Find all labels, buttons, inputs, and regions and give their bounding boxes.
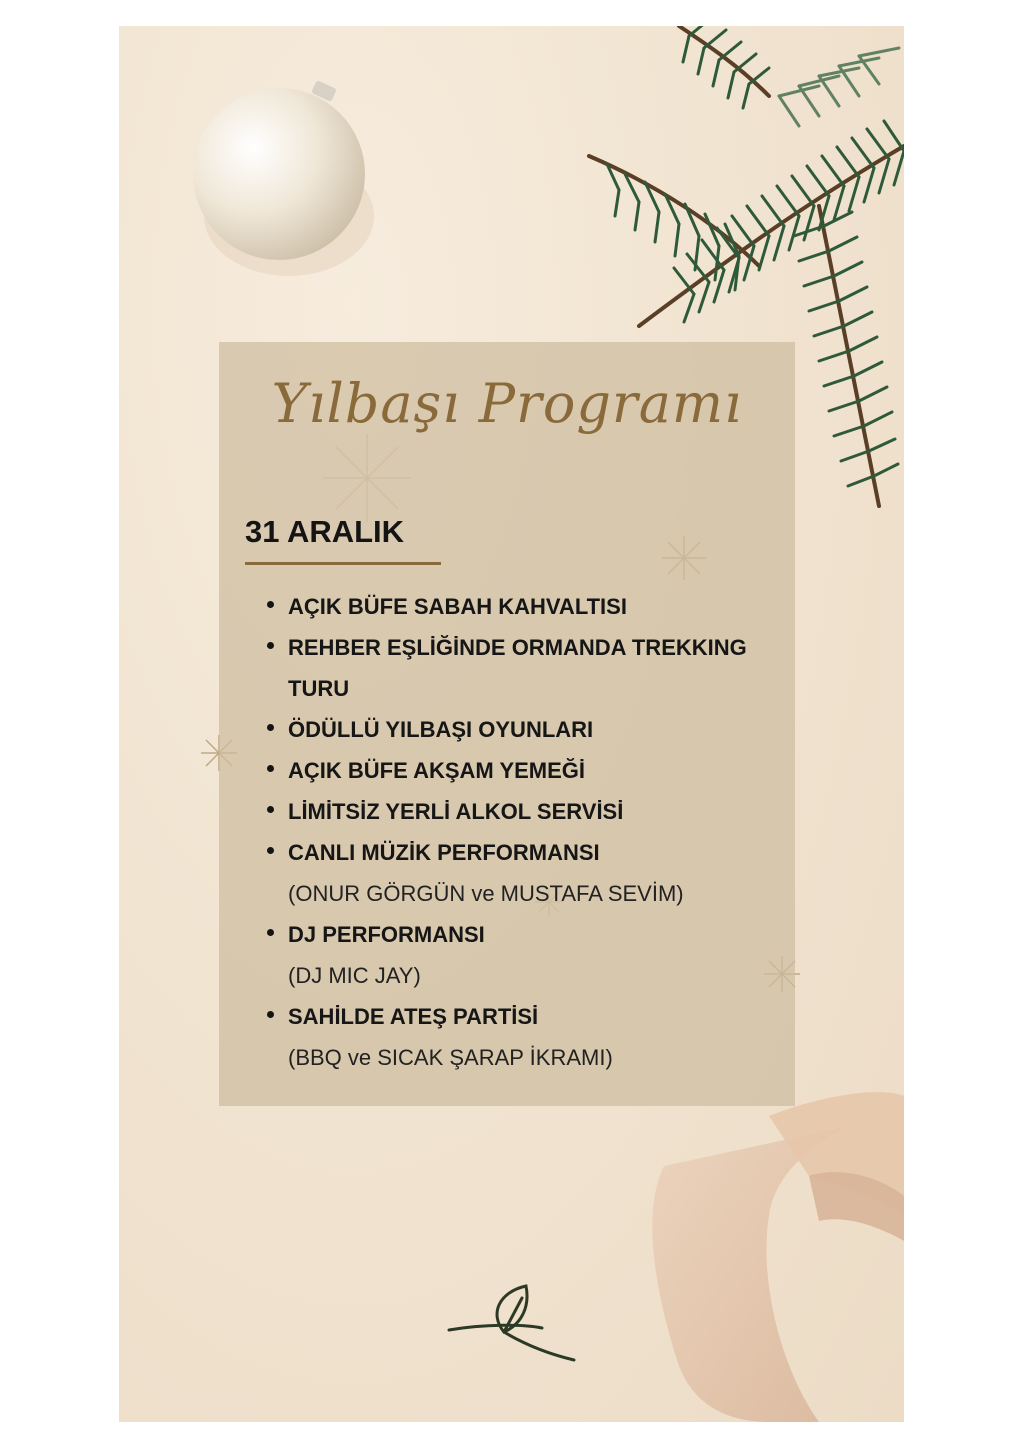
list-item bbox=[263, 832, 793, 914]
item-subtext: (BBQ ve SICAK ŞARAP İKRAMI) bbox=[288, 1045, 613, 1070]
program-panel bbox=[219, 342, 795, 1106]
bullet bbox=[267, 1011, 274, 1018]
ornament-ball-icon bbox=[193, 80, 374, 276]
poster bbox=[119, 26, 904, 1422]
item-text: REHBER EŞLİĞİNDE ORMANDA TREKKING TURU bbox=[288, 635, 747, 701]
item-text: SAHİLDE ATEŞ PARTİSİ bbox=[288, 1004, 539, 1029]
item-text: CANLI MÜZİK PERFORMANSI bbox=[288, 840, 600, 865]
bullet bbox=[267, 601, 274, 608]
bullet bbox=[267, 765, 274, 772]
item-text: DJ PERFORMANSI bbox=[288, 922, 485, 947]
list-item bbox=[263, 709, 793, 750]
bullet bbox=[267, 847, 274, 854]
list-item bbox=[263, 791, 793, 832]
ribbon-icon bbox=[652, 1092, 904, 1422]
bullet bbox=[267, 929, 274, 936]
program-title: Yılbaşı Programı bbox=[271, 372, 743, 435]
list-item bbox=[263, 627, 793, 709]
list-item bbox=[263, 996, 793, 1078]
item-text: ÖDÜLLÜ YILBAŞI OYUNLARI bbox=[288, 717, 594, 742]
item-subtext: (ONUR GÖRGÜN ve MUSTAFA SEVİM) bbox=[288, 881, 684, 906]
bullet bbox=[267, 642, 274, 649]
item-text: AÇIK BÜFE AKŞAM YEMEĞİ bbox=[288, 758, 586, 783]
list-item bbox=[263, 586, 793, 627]
program-list bbox=[263, 586, 793, 1078]
item-subtext: (DJ MIC JAY) bbox=[288, 963, 421, 988]
leaf-logo-icon bbox=[444, 1284, 579, 1364]
date-heading: 31 ARALIK bbox=[245, 514, 405, 549]
item-text: LİMİTSİZ YERLİ ALKOL SERVİSİ bbox=[288, 799, 624, 824]
item-text: AÇIK BÜFE SABAH KAHVALTISI bbox=[288, 594, 627, 619]
bullet bbox=[267, 724, 274, 731]
bullet bbox=[267, 806, 274, 813]
list-item bbox=[263, 750, 793, 791]
list-item bbox=[263, 914, 793, 996]
date-underline bbox=[245, 562, 441, 565]
